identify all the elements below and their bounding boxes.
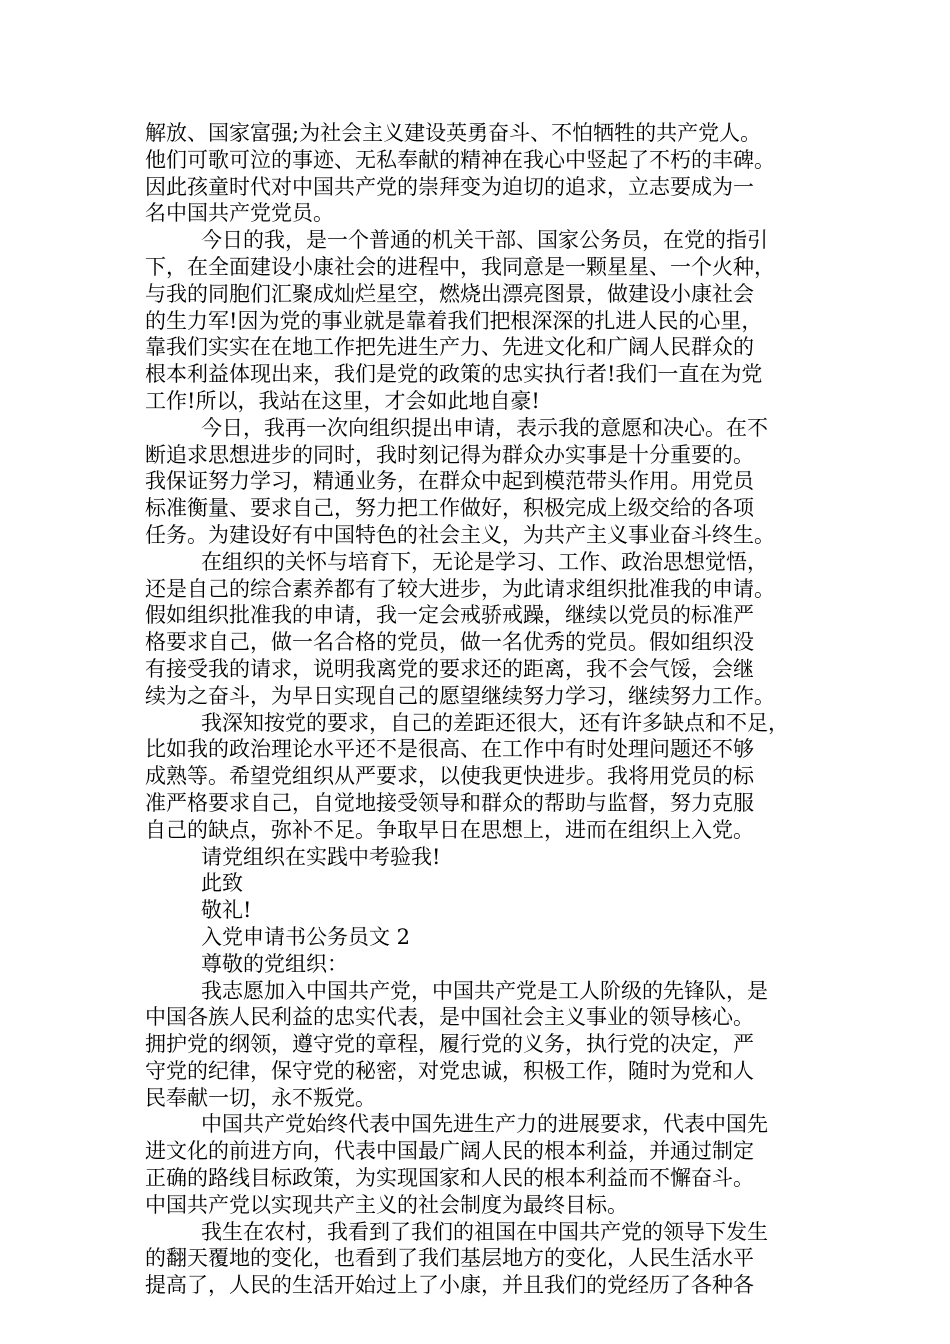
text-line: 有接受我的请求，说明我离党的要求还的距离，我不会气馁，会继 [145, 656, 754, 681]
text-line: 靠我们实实在在地工作把先进生产力、先进文化和广阔人民群众的 [145, 335, 754, 360]
paragraph [145, 120, 810, 227]
text-line: 进文化的前进方向，代表中国最广阔人民的根本利益，并通过制定 [145, 1139, 754, 1164]
text-line: 正确的路线目标政策，为实现国家和人民的根本利益而不懈奋斗。 [145, 1166, 754, 1191]
text-line: 尊敬的党组织： [201, 951, 348, 976]
paragraph [145, 1219, 810, 1299]
text-line: 成熟等。希望党组织从严要求，以使我更快进步。我将用党员的标 [145, 764, 754, 789]
paragraph [145, 951, 810, 978]
text-line: 标准衡量、要求自己，努力把工作做好，积极完成上级交给的各项 [145, 496, 754, 521]
text-line: 拥护党的纲领，遵守党的章程，履行党的义务，执行党的决定，严 [145, 1032, 754, 1057]
text-line: 任务。为建设好有中国特色的社会主义，为共产主义事业奋斗终生。 [145, 522, 775, 547]
text-line: 我深知按党的要求，自己的差距还很大，还有许多缺点和不足， [201, 710, 789, 735]
text-line: 的翻天覆地的变化，也看到了我们基层地方的变化，人民生活水平 [145, 1246, 754, 1271]
paragraph [145, 897, 810, 924]
text-line: 中国各族人民利益的忠实代表，是中国社会主义事业的领导核心。 [145, 1005, 754, 1030]
text-line: 今日的我，是一个普通的机关干部、国家公务员，在党的指引 [201, 228, 768, 253]
paragraph [145, 924, 810, 951]
text-line: 名中国共产党党员。 [145, 201, 334, 226]
text-line: 我保证努力学习，精通业务，在群众中起到模范带头作用。用党员 [145, 469, 754, 494]
text-line: 入党申请书公务员文 2 [201, 924, 411, 949]
text-line: 还是自己的综合素养都有了较大进步，为此请求组织批准我的申请。 [145, 576, 775, 601]
text-line: 今日，我再一次向组织提出申请，表示我的意愿和决心。在不 [201, 415, 768, 440]
text-line: 解放、国家富强;为社会主义建设英勇奋斗、不怕牺牲的共产党人。 [145, 121, 762, 145]
text-line: 的生力军!因为党的事业就是靠着我们把根深深的扎进人民的心里， [145, 308, 763, 333]
text-line: 自己的缺点，弥补不足。争取早日在思想上，进而在组织上入党。 [145, 817, 754, 842]
text-line: 守党的纪律，保守党的秘密，对党忠诚，积极工作，随时为党和人 [145, 1058, 754, 1083]
text-line: 此致 [201, 871, 243, 896]
text-line: 敬礼! [201, 898, 252, 923]
text-line: 因此孩童时代对中国共产党的崇拜变为迫切的追求，立志要成为一 [145, 174, 754, 199]
text-line: 根本利益体现出来，我们是党的政策的忠实执行者!我们一直在为党 [145, 362, 763, 387]
paragraph [145, 870, 810, 897]
text-line: 比如我的政治理论水平还不是很高、在工作中有时处理问题还不够 [145, 737, 754, 762]
paragraph [145, 549, 810, 710]
text-line: 中国共产党始终代表中国先进生产力的进展要求，代表中国先 [201, 1112, 768, 1137]
text-line: 格要求自己，做一名合格的党员，做一名优秀的党员。假如组织没 [145, 630, 754, 655]
text-line: 提高了，人民的生活开始过上了小康，并且我们的党经历了各种各 [145, 1273, 754, 1298]
paragraph [145, 1111, 810, 1218]
paragraph [145, 415, 810, 549]
text-line: 民奉献一切，永不叛党。 [145, 1085, 376, 1110]
text-line: 准严格要求自己，自觉地接受领导和群众的帮助与监督，努力克服 [145, 790, 754, 815]
text-line: 在组织的关怀与培育下，无论是学习、工作、政治思想觉悟， [201, 549, 768, 574]
text-line: 他们可歌可泣的事迹、无私奉献的精神在我心中竖起了不朽的丰碑。 [145, 147, 775, 172]
text-line: 我生在农村，我看到了我们的祖国在中国共产党的领导下发生 [201, 1219, 768, 1244]
paragraph [145, 978, 810, 1112]
text-line: 假如组织批准我的申请，我一定会戒骄戒躁，继续以党员的标准严 [145, 603, 754, 628]
text-line: 断追求思想进步的同时，我时刻记得为群众办实事是十分重要的。 [145, 442, 754, 467]
text-line: 工作!所以，我站在这里，才会如此地自豪! [145, 388, 540, 413]
text-line: 续为之奋斗，为早日实现自己的愿望继续努力学习，继续努力工作。 [145, 683, 775, 708]
text-line: 中国共产党以实现共产主义的社会制度为最终目标。 [145, 1192, 628, 1217]
text-line: 请党组织在实践中考验我! [201, 844, 441, 869]
paragraph [145, 227, 810, 415]
text-line: 与我的同胞们汇聚成灿烂星空，燃烧出漂亮图景，做建设小康社会 [145, 281, 754, 306]
text-line: 下，在全面建设小康社会的进程中，我同意是一颗星星、一个火种， [145, 254, 775, 279]
paragraph [145, 844, 810, 871]
paragraph [145, 710, 810, 844]
document-body [145, 120, 810, 1299]
text-line: 我志愿加入中国共产党，中国共产党是工人阶级的先锋队，是 [201, 978, 768, 1003]
